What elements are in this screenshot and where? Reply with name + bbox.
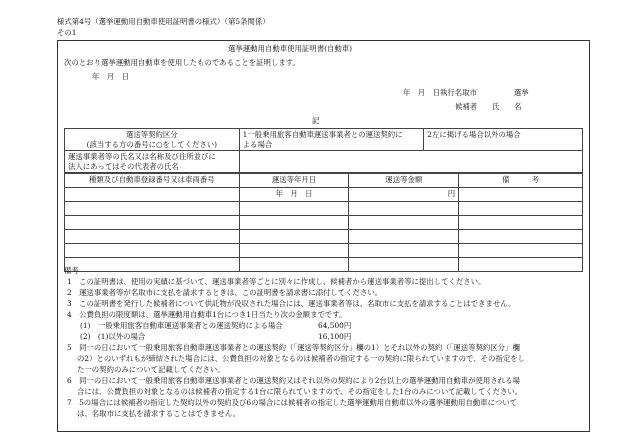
note-6-line-2: 合には、公費負担の対象となるのは候補者の指定する1台に限られていますので、その指定をした1台のみについて記載してください。 [77,387,523,396]
note-4-item-1: (1) 一般乗用旅客自動車運送事業者との運送契約による場合 [80,321,283,330]
col-header-remarks: 備 考 [459,174,583,188]
date-cell[interactable]: 年 月 日 [239,188,349,202]
note-7-line-1: 7 5の場合には候補者の指定した契約以外の契約及び6の場合には候補者の指定した選挙運動用自動車以外の選挙運動用自動車について [67,398,518,407]
note-5-line-2: の2）とのいずれもが締結された場合には、公費負担の対象となるのは候補者の指定する一の契約に限られていますので、その指定をし [77,354,525,363]
amount-cell[interactable]: 円 [349,188,459,202]
operator-field[interactable] [239,151,582,173]
note-4-item-2-amount: 16,100円 [318,332,352,341]
table-row [65,202,583,216]
usage-table [64,173,583,272]
notes-heading: 備考 [64,266,79,275]
note-3: 3 この証明書を発行した候補者について供託物が没収された場合には、運送事業者等は、名取市に支払を請求することはできません。 [67,299,516,308]
table-row [65,244,583,258]
table-row [65,188,583,202]
col-header-amount: 運送等金額 [349,174,459,188]
note-4-item-2: (2) (1)以外の場合 [80,332,146,341]
form-number: 様式第4号（選挙運動用自動車使用証明書の様式）（第5条関係） [57,17,270,26]
contract-option-1[interactable]: 1一般乗用旅客自動車運送事業者との運送契約に よる場合 [239,129,424,151]
note-4-item-1-amount: 64,500円 [318,321,352,330]
vehicle-cell[interactable] [65,188,240,202]
certificate-title: 選挙運動用自動車使用証明書(自動車) [228,44,353,53]
certificate-statement: 次のとおり選挙運動用自動車を使用したものであることを証明します。 [64,58,300,67]
table-row [65,258,583,272]
remarks-cell[interactable] [459,188,583,202]
issue-date: 年 月 日 [92,72,129,81]
note-5-line-3: た一の契約のみについて記載してください。 [77,365,225,374]
operator-label: 運送事業者等の氏名又は名称及び住所並びに 法人にあってはその代表者の氏名 [65,151,240,173]
table-row [65,216,583,230]
note-5-line-1: 5 同一の日において一般乗用旅客自動車運送事業者との運送契約（「運送等契約区分」欄の1）とそれ以外の契約（「運送等契約区分」欄 [67,343,520,352]
col-header-date: 運送等年月日 [239,174,349,188]
note-6-line-1: 6 同一の日において一般乗用旅客自動車運送事業者との運送契約又はそれ以外の契約により2台以上の選挙運動用自動車が使用される場 [67,376,520,385]
note-4: 4 公費負担の限度額は、選挙運動用自動車1台につき1日当たり次の金額までです。 [67,310,347,319]
contract-category-label: 選送等契約区分 (該当する方の番号に○をしてください) [65,129,240,151]
election-line: 年 月 日執行名取市 選挙 [403,88,529,97]
table-row [65,230,583,244]
form-sub-number: その1 [57,28,77,37]
note-2: 2 運送事業者等が名取市に支払を請求するときは、この証明書を請求書に添付してください。 [67,288,383,297]
contract-option-2[interactable]: 2左に掲げる場合以外の場合 [424,129,583,151]
note-7-line-2: は、名取市に支払を請求することはできません。 [77,409,241,418]
col-header-vehicle: 種類及び自動車登録番号又は車両番号 [65,174,240,188]
note-1: 1 この証明書は、使用の実績に基づいて、運送事業者等ごとに別々に作成し、候補者から運送事業者等に提出してください。 [67,277,486,286]
ki-label: 記 [312,116,320,125]
contract-table [64,128,583,173]
candidate-name-label: 候補者 氏 名 [455,102,522,111]
